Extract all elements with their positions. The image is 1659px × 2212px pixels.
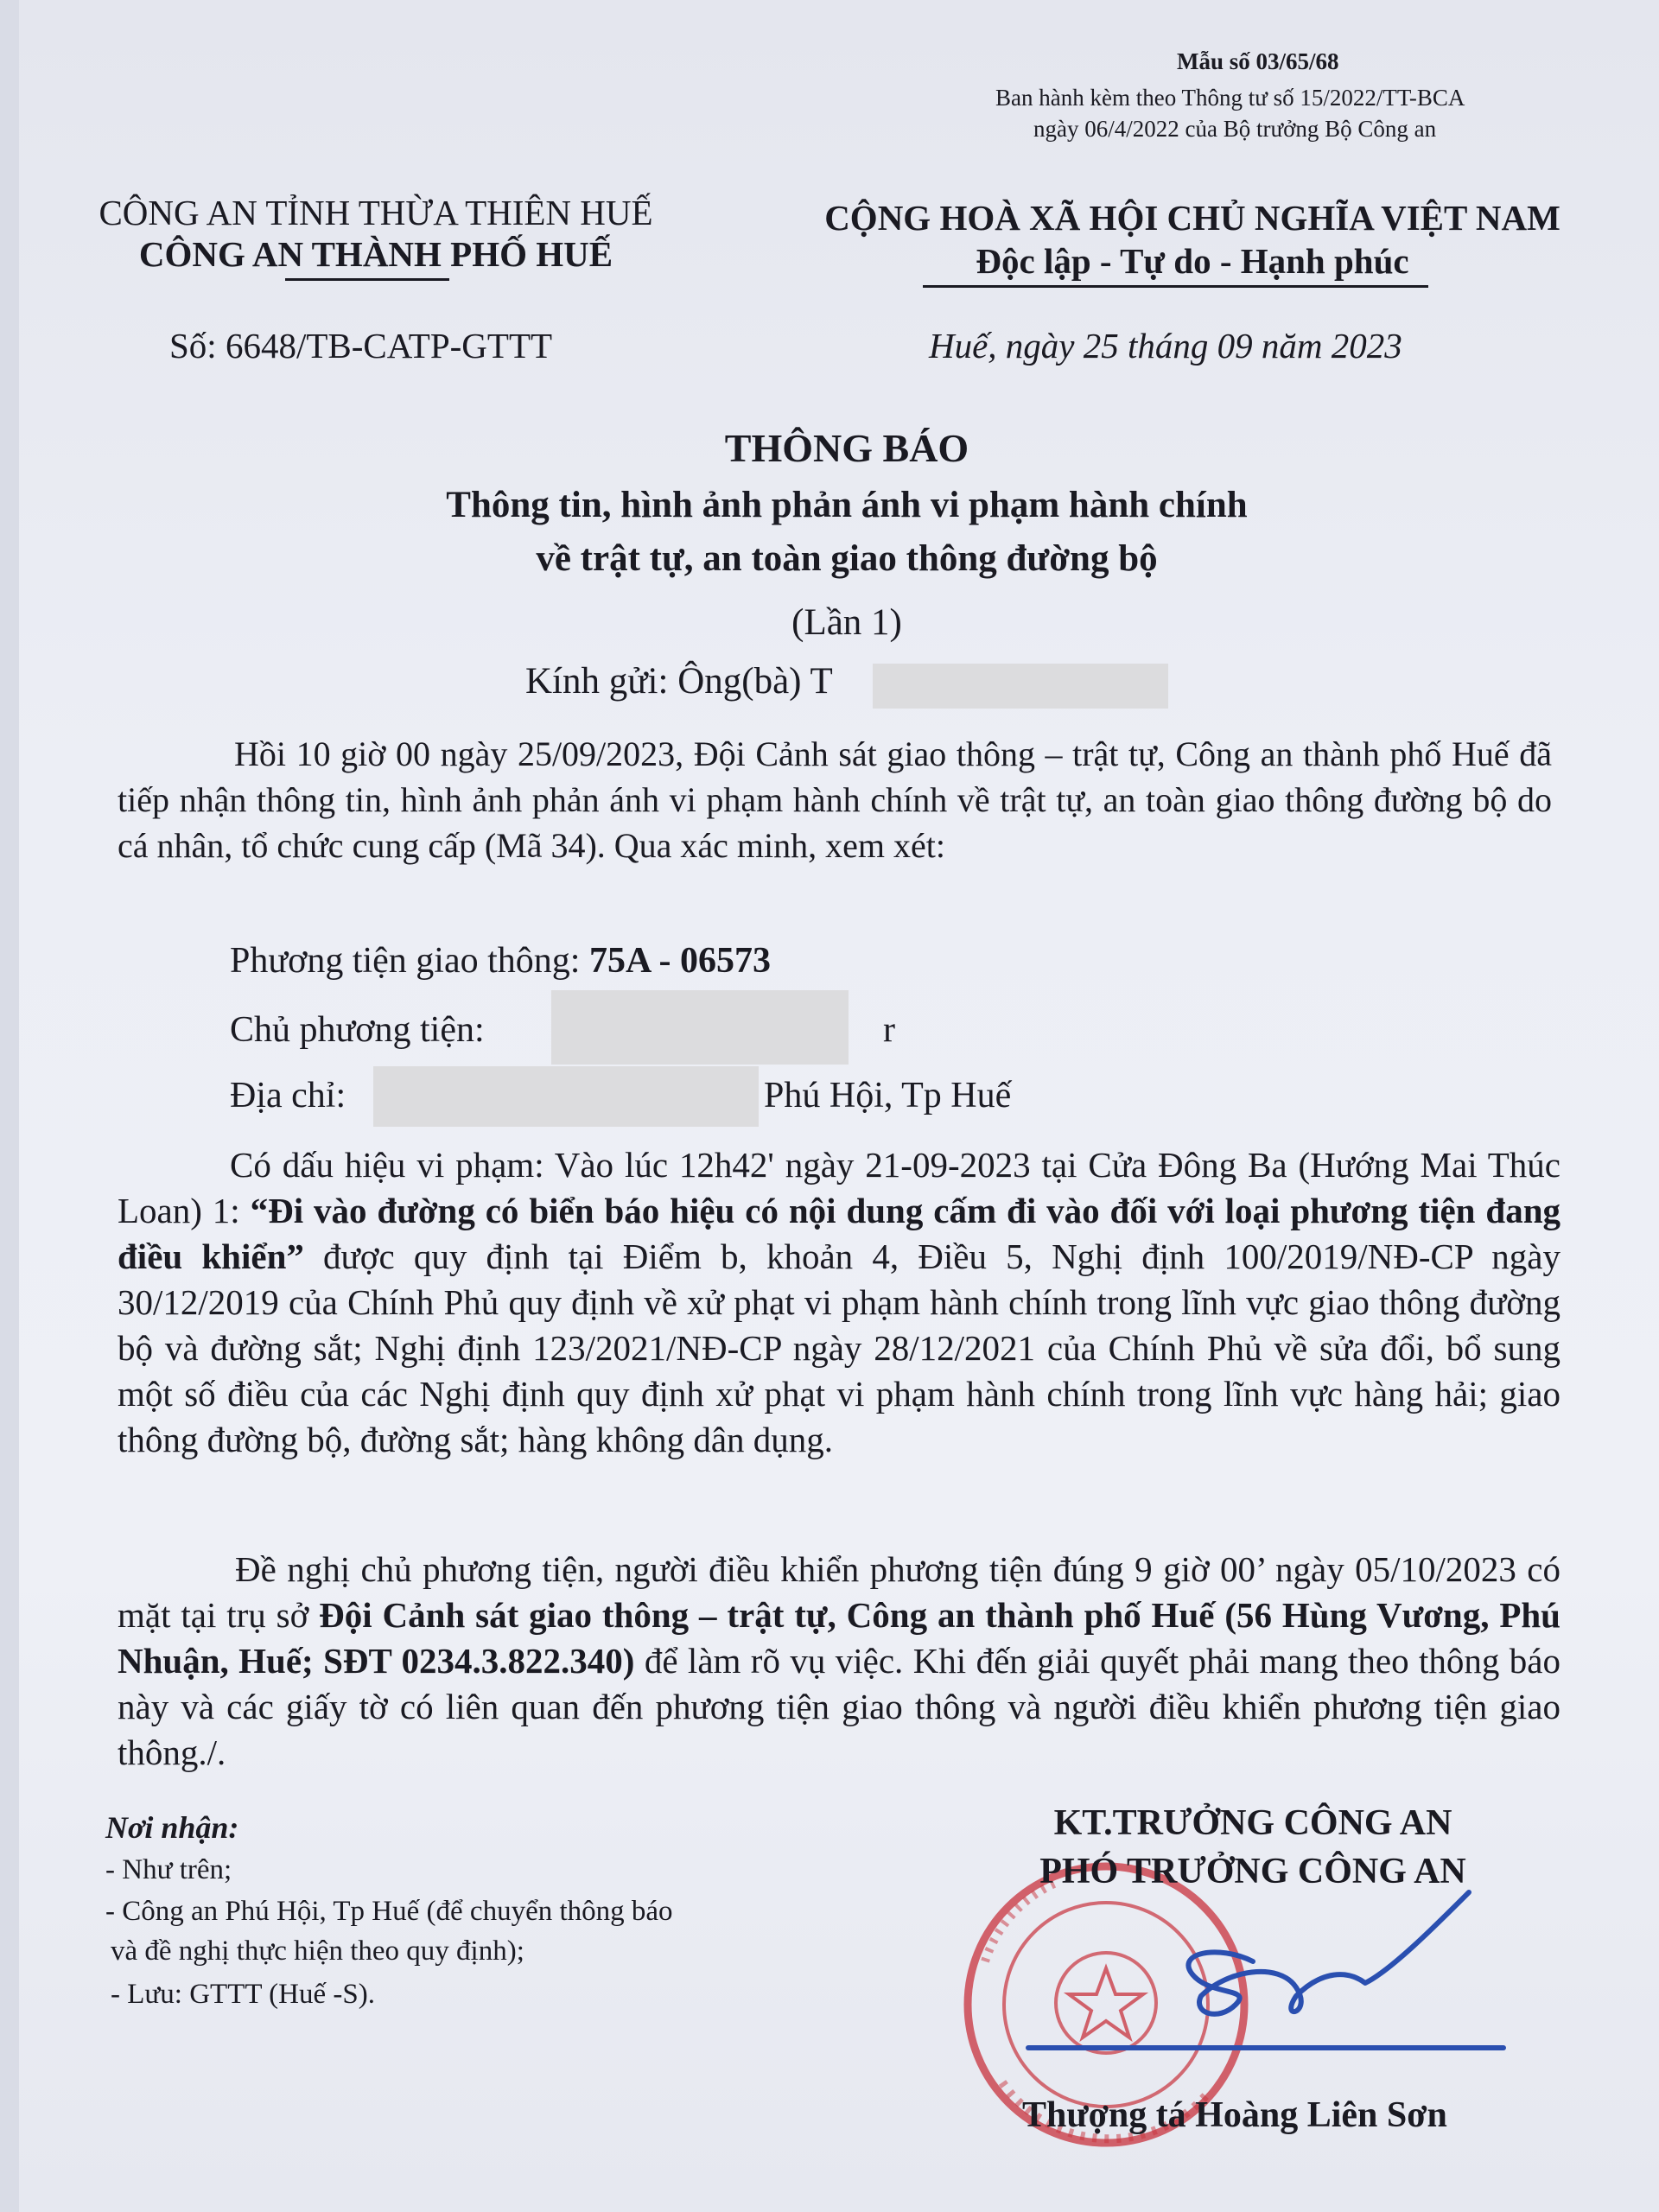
address-tail: Phú Hội, Tp Huế: [764, 1076, 1012, 1116]
request-intro: Đề nghị chủ phương tiện, người điều khiển phương tiện đúng 9 giờ 00’ ngày 05/10/2023 có mặt tại trụ sở: [118, 1549, 1560, 1635]
recipient-item: - Như trên;: [105, 1854, 232, 1885]
redaction-recipient: [873, 664, 1168, 709]
redaction-address: [373, 1066, 759, 1127]
document-number: Số: 6648/TB-CATP-GTTT: [169, 326, 553, 365]
violation-legal-basis: được quy định tại Điểm b, khoản 4, Điều 5, Nghị định 100/2019/NĐ-CP ngày 30/12/2019 của Chính Phủ quy định về xử phạt vi phạm hành chính trong lĩnh vực giao thông đường bộ và đường sắt; Nghị định 123/2021/NĐ-CP ngày 28/12/2021 của Chính Phủ về sửa đổi, bổ sung một số điều của các Nghị định quy định xử phạt vi phạm hành chính trong lĩnh vực hàng hải; giao thông đường bộ, đường sắt; hàng không dân dụng.: [118, 1236, 1560, 1459]
recipient-label: Kính gửi: Ông(bà) T: [525, 661, 833, 702]
issuer-province: CÔNG AN TỈNH THỪA THIÊN HUẾ: [99, 193, 653, 232]
national-title: CỘNG HOÀ XÃ HỘI CHỦ NGHĨA VIỆT NAM: [824, 198, 1560, 238]
document-subtitle-1: Thông tin, hình ảnh phản ánh vi phạm hành chính: [446, 485, 1248, 525]
document-subtitle-3: (Lần 1): [791, 602, 902, 643]
paragraph-request: [118, 1547, 1560, 1776]
owner-label: Chủ phương tiện:: [230, 1010, 485, 1050]
motto-underline: [923, 285, 1428, 288]
paragraph-violation: [118, 1142, 1560, 1463]
vehicle-plate: 75A - 06573: [588, 941, 771, 981]
request-location: Đội Cảnh sát giao thông – trật tự, Công an thành phố Huế (56 Hùng Vương, Phú Nhuận, Huế; SĐT 0234.3.822.340): [118, 1595, 1560, 1681]
signer-name: Thượng tá Hoàng Liên Sơn: [1022, 2095, 1447, 2135]
request-rest: để làm rõ vụ việc. Khi đến giải quyết phải mang theo thông báo này và các giấy tờ có liên quan đến phương tiện giao thông và người điều khiển phương tiện giao thông./.: [118, 1641, 1560, 1772]
recipients-heading: Nơi nhận:: [105, 1810, 239, 1845]
recipient-item: - Lưu: GTTT (Huế -S).: [111, 1979, 375, 2010]
violation-intro: Có dấu hiệu vi phạm: Vào lúc 12h42' ngày 21-09-2023 tại Cửa Đông Ba (Hướng Mai Thúc Loan) 1:: [118, 1145, 1560, 1230]
violation-description: “Đi vào đường có biển báo hiệu có nội dung cấm đi vào đối với loại phương tiện đang điều khiển”: [118, 1191, 1560, 1276]
form-number: Mẫu số 03/65/68: [1177, 48, 1339, 74]
recipient-item: và đề nghị thực hiện theo quy định);: [111, 1936, 524, 1967]
document-subtitle-2: về trật tự, an toàn giao thông đường bộ: [536, 538, 1158, 579]
vehicle-line: [230, 940, 771, 982]
document-title: THÔNG BÁO: [724, 426, 969, 470]
owner-tail: r: [883, 1010, 895, 1050]
issuer-city: CÔNG AN THÀNH PHỐ HUẾ: [138, 234, 613, 274]
recipient-item: - Công an Phú Hội, Tp Huế (để chuyển thông báo: [105, 1896, 673, 1927]
paper-shadow-edge: [0, 0, 19, 2212]
redaction-owner: [551, 990, 849, 1065]
signature-title-2: PHÓ TRƯỞNG CÔNG AN: [1039, 1852, 1466, 1891]
address-label: Địa chỉ:: [230, 1076, 346, 1116]
handwritten-signature: [1020, 1875, 1538, 2082]
owner-line: [230, 1009, 485, 1051]
paragraph-reception: Hồi 10 giờ 00 ngày 25/09/2023, Đội Cảnh sát giao thông – trật tự, Công an thành phố Huế đã tiếp nhận thông tin, hình ảnh phản ánh vi phạm hành chính về trật tự, an toàn giao thông đường bộ do cá nhân, tổ chức cung cấp (Mã 34). Qua xác minh, xem xét:: [118, 734, 1552, 865]
signature-title-1: KT.TRƯỞNG CÔNG AN: [1053, 1803, 1452, 1843]
place-date: Huế, ngày 25 tháng 09 năm 2023: [929, 326, 1402, 365]
form-issued-date: ngày 06/4/2022 của Bộ trưởng Bộ Công an: [1033, 116, 1437, 142]
national-motto: Độc lập - Tự do - Hạnh phúc: [976, 241, 1409, 281]
issuer-underline: [285, 278, 449, 281]
form-issued-by: Ban hành kèm theo Thông tư số 15/2022/TT-BCA: [995, 85, 1465, 111]
vehicle-label: Phương tiện giao thông:: [230, 941, 589, 981]
